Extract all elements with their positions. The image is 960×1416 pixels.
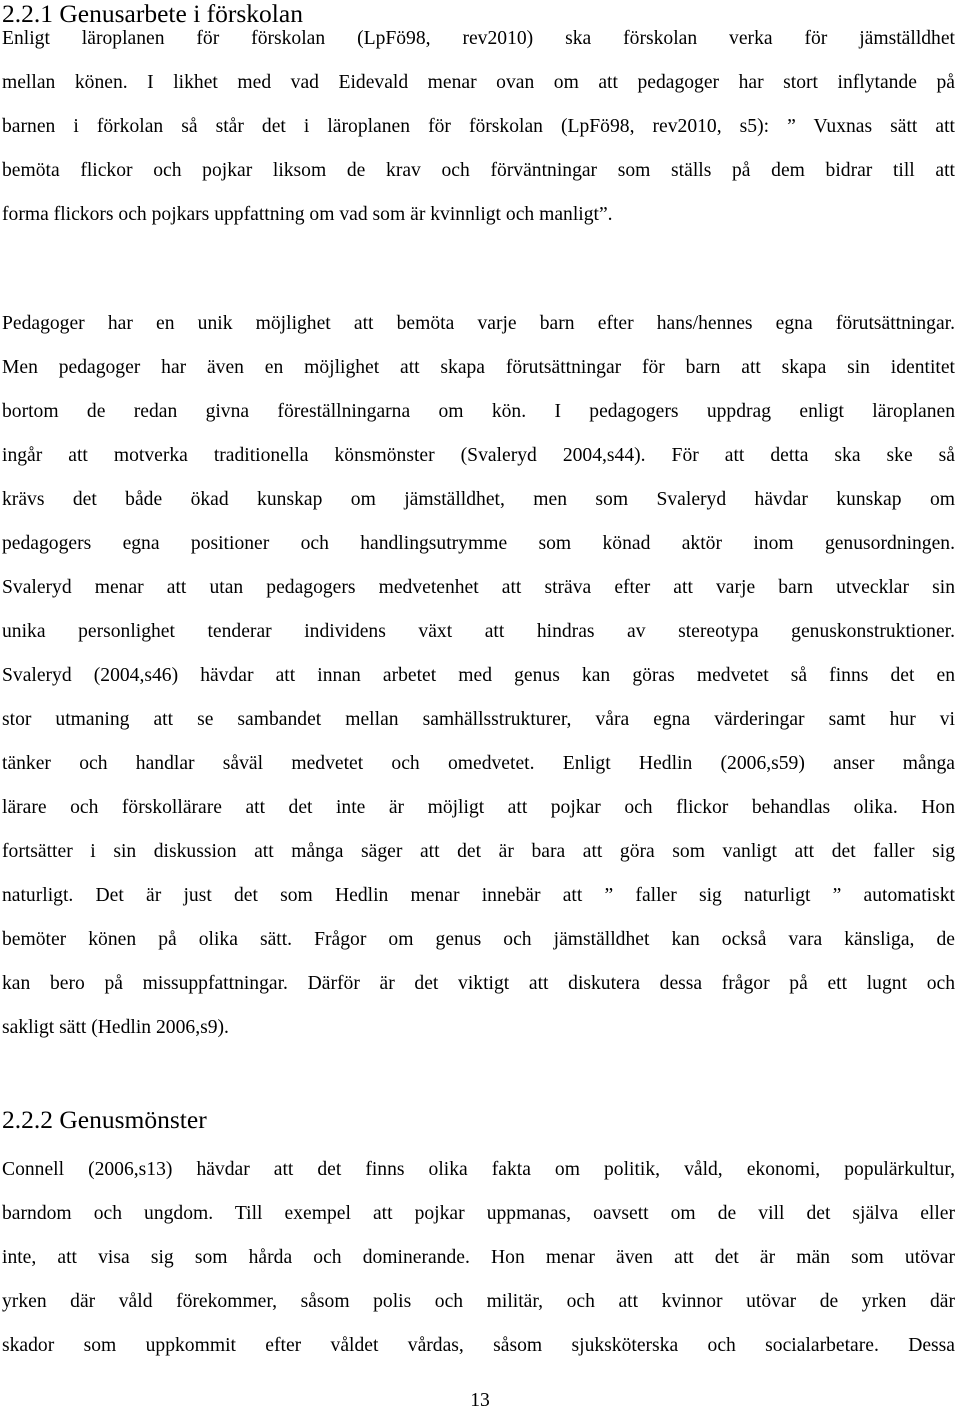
text-line: pedagogers egna positioner och handlingsutrymme som könad aktör inom genusordningen.	[2, 533, 955, 554]
text-line: yrken där våld förekommer, såsom polis och militär, och att kvinnor utövar de yrken där	[2, 1291, 955, 1312]
text-line: bortom de redan givna föreställningarna om kön. I pedagogers uppdrag enligt läroplanen	[2, 401, 955, 422]
text-line: Enligt läroplanen för förskolan (LpFö98, rev2010) ska förskolan verka för jämställdhet	[2, 28, 955, 49]
text-line: Connell (2006,s13) hävdar att det finns olika fakta om politik, våld, ekonomi, populärkultur,	[2, 1159, 955, 1180]
text-line: Men pedagoger har även en möjlighet att skapa förutsättningar för barn att skapa sin identitet	[2, 357, 955, 378]
text-line: stor utmaning att se sambandet mellan samhällsstrukturer, våra egna värderingar samt hur vi	[2, 709, 955, 730]
text-line: Svaleryd (2004,s46) hävdar att innan arbetet med genus kan göras medvetet så finns det en	[2, 665, 955, 686]
paragraph-lpfo98-quote	[2, 17, 955, 237]
text-line: lärare och förskollärare att det inte är möjligt att pojkar och flickor behandlas olika. Hon	[2, 797, 955, 818]
text-line: tänker och handlar såväl medvetet och omedvetet. Enligt Hedlin (2006,s59) anser många	[2, 753, 955, 774]
text-line: Svaleryd menar att utan pedagogers medvetenhet att sträva efter att varje barn utvecklar sin	[2, 577, 955, 598]
text-line: skador som uppkommit efter våldet vårdas, såsom sjuksköterska och socialarbetare. Dessa	[2, 1335, 955, 1356]
text-line: inte, att visa sig som hårda och dominerande. Hon menar även att det är män som utövar	[2, 1247, 955, 1268]
text-line: naturligt. Det är just det som Hedlin menar innebär att ” faller sig naturligt ” automatiskt	[2, 885, 955, 906]
section-heading-genusmonster: 2.2.2 Genusmönster	[2, 1105, 207, 1134]
paragraph-connell	[2, 1148, 955, 1368]
text-line: kan bero på missuppfattningar. Därför är det viktigt att diskutera dessa frågor på ett lugnt och	[2, 973, 955, 994]
text-line: fortsätter i sin diskussion att många säger att det är bara att göra som vanligt att det faller sig	[2, 841, 955, 862]
section-heading-genusarbete: 2.2.1 Genusarbete i förskolan	[2, 0, 303, 28]
text-line: krävs det både ökad kunskap om jämställdhet, men som Svaleryd hävdar kunskap om	[2, 489, 955, 510]
text-line: ingår att motverka traditionella könsmönster (Svaleryd 2004,s44). För att detta ska ske så	[2, 445, 955, 466]
text-line: barnen i förkolan så står det i läroplanen för förskolan (LpFö98, rev2010, s5): ” Vuxnas sätt att	[2, 116, 955, 137]
paragraph-pedagoger	[2, 302, 955, 1050]
text-line: mellan könen. I likhet med vad Eidevald menar ovan om att pedagoger har stort inflytande på	[2, 72, 955, 93]
text-line: forma flickors och pojkars uppfattning om vad som är kvinnligt och manligt”.	[2, 204, 613, 225]
text-line: unika personlighet tenderar individens växt att hindras av stereotypa genuskonstruktioner.	[2, 621, 955, 642]
text-line: bemöta flickor och pojkar liksom de krav och förväntningar som ställs på dem bidrar till att	[2, 160, 955, 181]
text-line: barndom och ungdom. Till exempel att pojkar uppmanas, oavsett om de vill det själva eller	[2, 1203, 955, 1224]
page-number: 13	[470, 1390, 490, 1411]
text-line: bemöter könen på olika sätt. Frågor om genus och jämställdhet kan också vara känsliga, de	[2, 929, 955, 950]
text-line: Pedagoger har en unik möjlighet att bemöta varje barn efter hans/hennes egna förutsättningar.	[2, 313, 955, 334]
text-line: sakligt sätt (Hedlin 2006,s9).	[2, 1017, 229, 1038]
